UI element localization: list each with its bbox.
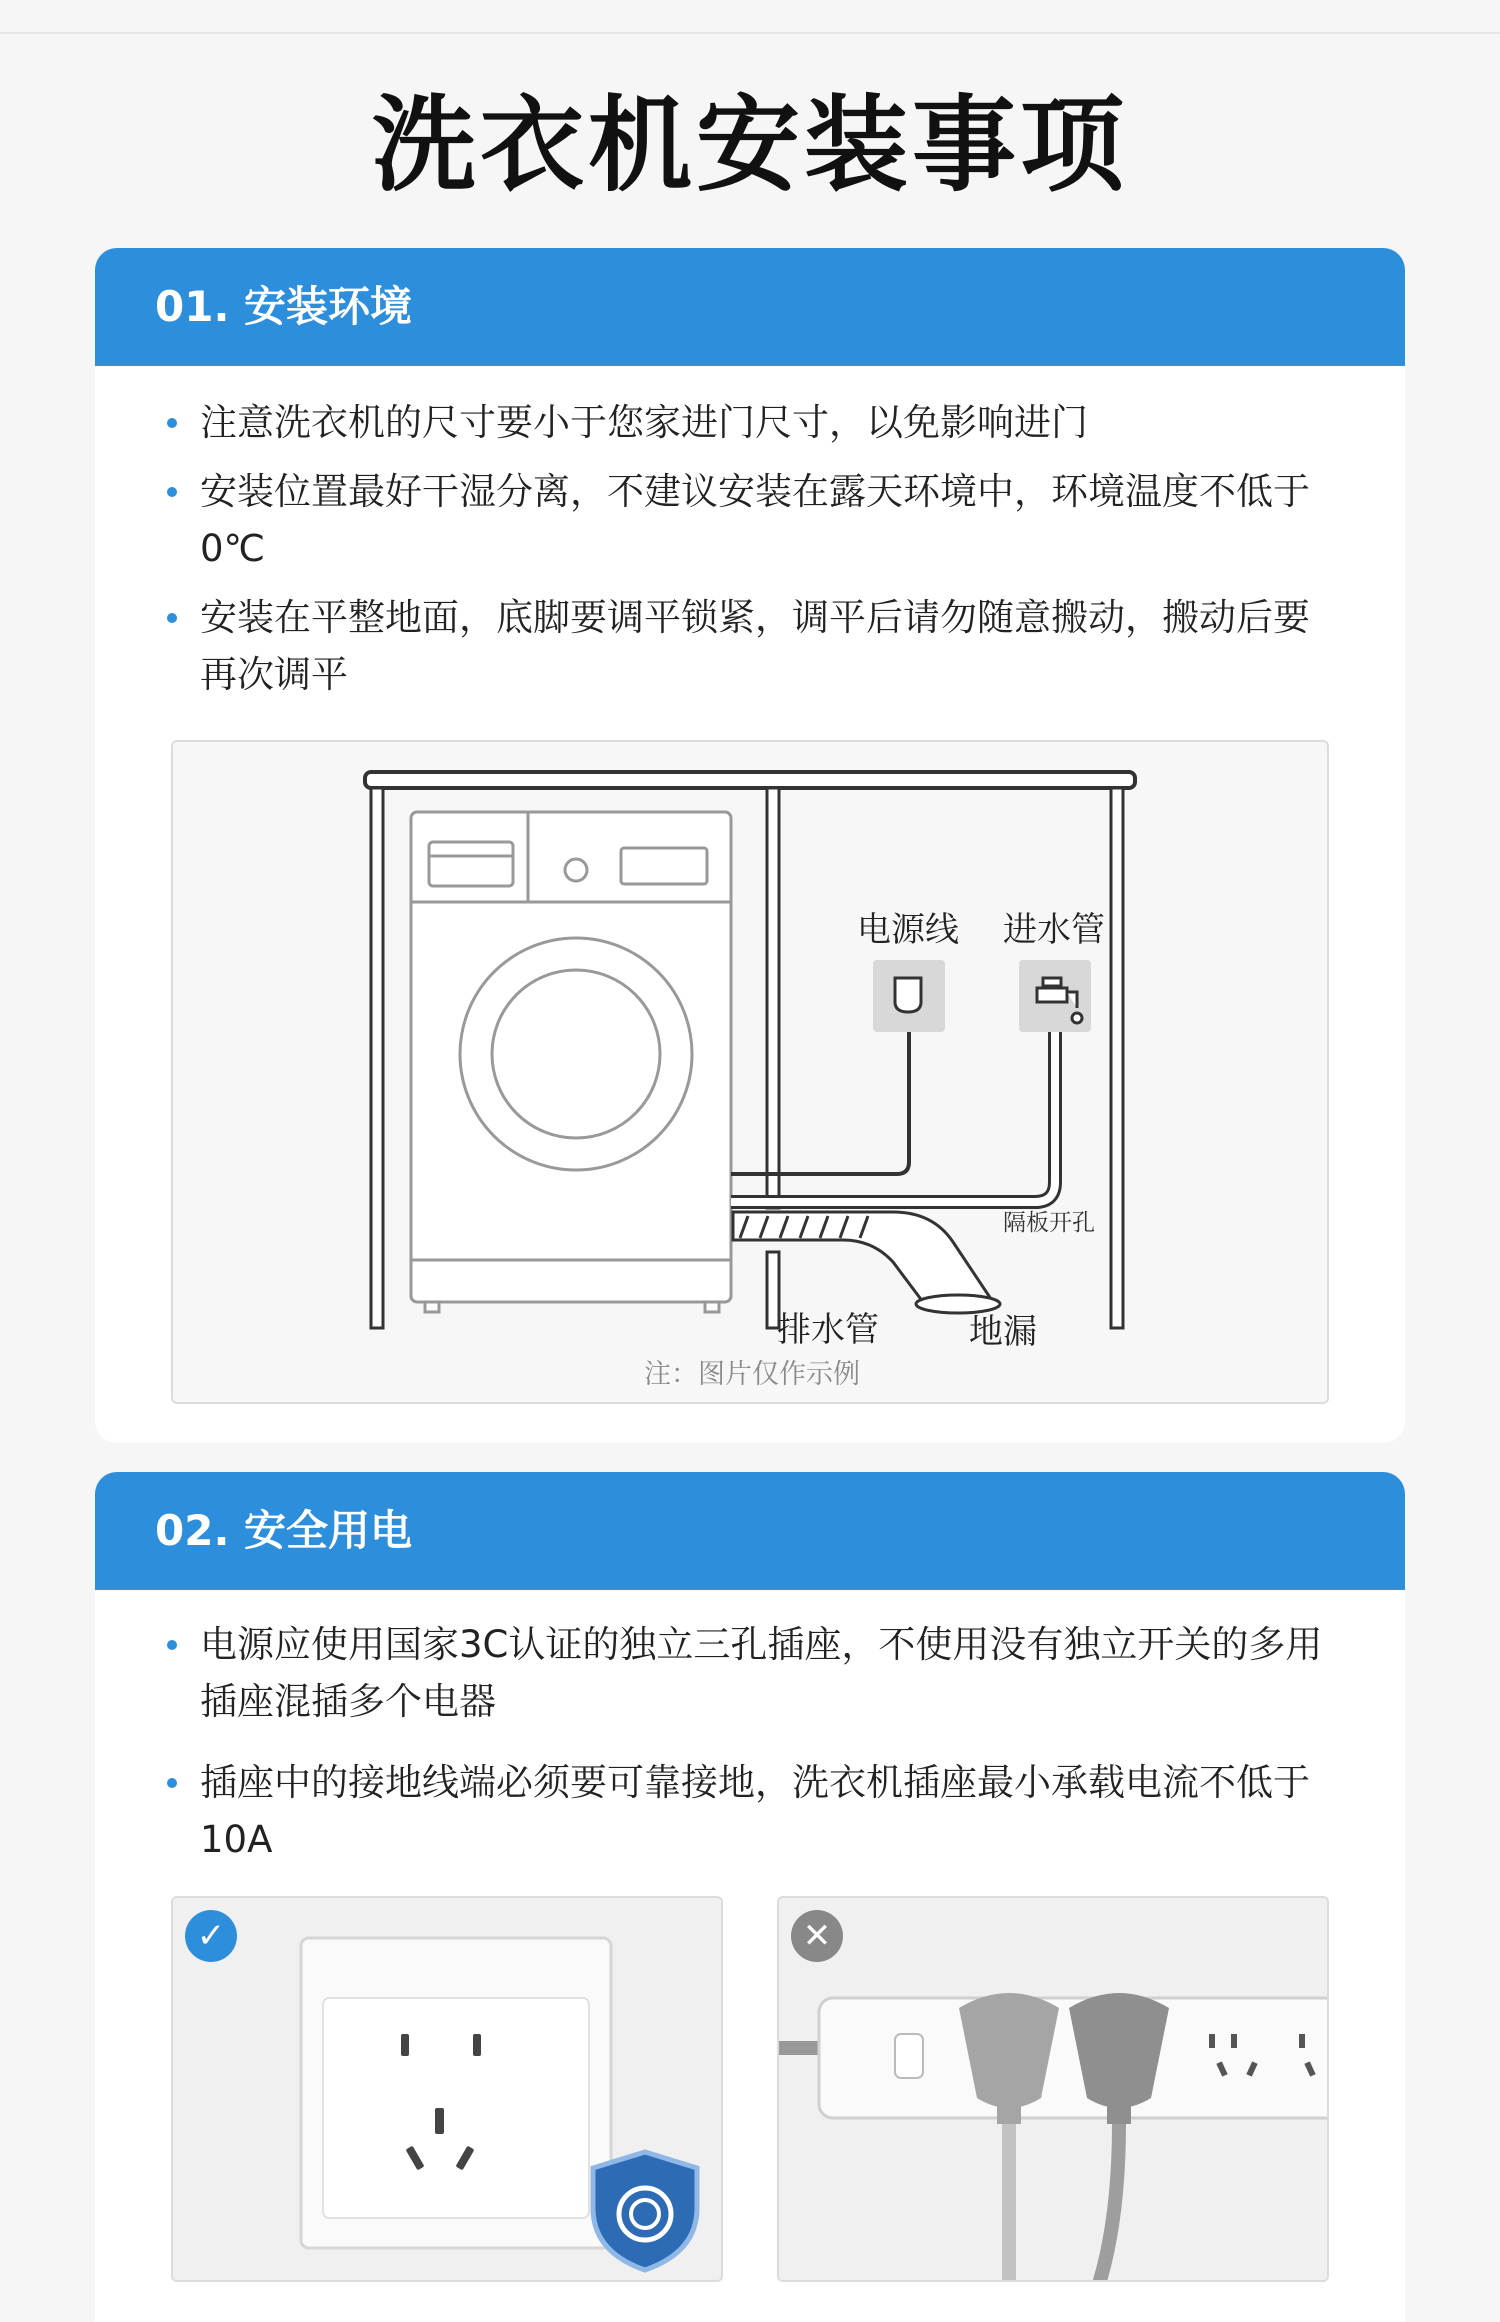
- bullet-text: 注意洗衣机的尺寸要小于您家进门尺寸，以免影响进门: [200, 401, 1088, 444]
- switch: [895, 2034, 923, 2078]
- check-icon: ✓: [185, 1910, 237, 1962]
- bullet-text: 安装在平整地面，底脚要调平锁紧，调平后请勿随意搬动，搬动后要再次调平: [200, 596, 1310, 696]
- cross-icon: ✕: [791, 1910, 843, 1962]
- washing-machine: [411, 812, 731, 1312]
- bullet-text: 安装位置最好干湿分离，不建议安装在露天环境中，环境温度不低于0℃: [200, 470, 1310, 570]
- section-install-environment: [95, 248, 1405, 1443]
- list-item: [155, 589, 1335, 703]
- power-cord: [731, 1032, 909, 1174]
- bullet-dot: [167, 418, 177, 428]
- list-item: [155, 394, 1335, 451]
- countertop: [365, 772, 1135, 788]
- bullet-dot: [167, 613, 177, 623]
- top-divider: [0, 32, 1500, 34]
- bullet-list: [95, 366, 1405, 703]
- list-item: [155, 1754, 1335, 1868]
- cabinet-leg-right: [1111, 788, 1123, 1328]
- drain-hose-label: 排水管: [777, 1310, 879, 1350]
- list-item: [155, 1616, 1335, 1730]
- floor-drain-label: 地漏: [969, 1312, 1037, 1352]
- bullet-dot: [167, 1778, 177, 1788]
- section-heading: 02. 安全用电: [95, 1472, 1405, 1590]
- plug-icon: [895, 978, 921, 1012]
- bullet-text: 电源应使用国家3C认证的独立三孔插座，不使用没有独立开关的多用插座混插多个电器: [200, 1623, 1323, 1723]
- power-cord-label: 电源线: [857, 910, 959, 950]
- section-heading: 01. 安装环境: [95, 248, 1405, 366]
- section-electrical-safety: [95, 1472, 1405, 2322]
- wall-socket-illustration: [173, 1898, 723, 2282]
- cabinet-leg-left: [371, 788, 383, 1328]
- bullet-dot: [167, 1640, 177, 1650]
- page-title: 洗衣机安装事项: [371, 84, 1128, 206]
- list-item: [155, 463, 1335, 577]
- washer-cabinet-illustration: [173, 742, 1331, 1406]
- diagram-note: 注：图片仅作示例: [644, 1359, 860, 1390]
- hole-label: 隔板开孔: [1003, 1210, 1095, 1236]
- bullet-dot: [167, 487, 177, 497]
- wrong-power-strip-photo: [777, 1896, 1329, 2282]
- power-strip-illustration: [779, 1898, 1329, 2282]
- correct-socket-photo: [171, 1896, 723, 2282]
- water-inlet-label: 进水管: [1003, 910, 1105, 950]
- bullet-list: [95, 1590, 1405, 1868]
- installation-diagram: [171, 740, 1329, 1404]
- cabinet-divider: [767, 788, 779, 1208]
- bullet-text: 插座中的接地线端必须要可靠接地，洗衣机插座最小承载电流不低于10A: [200, 1761, 1310, 1861]
